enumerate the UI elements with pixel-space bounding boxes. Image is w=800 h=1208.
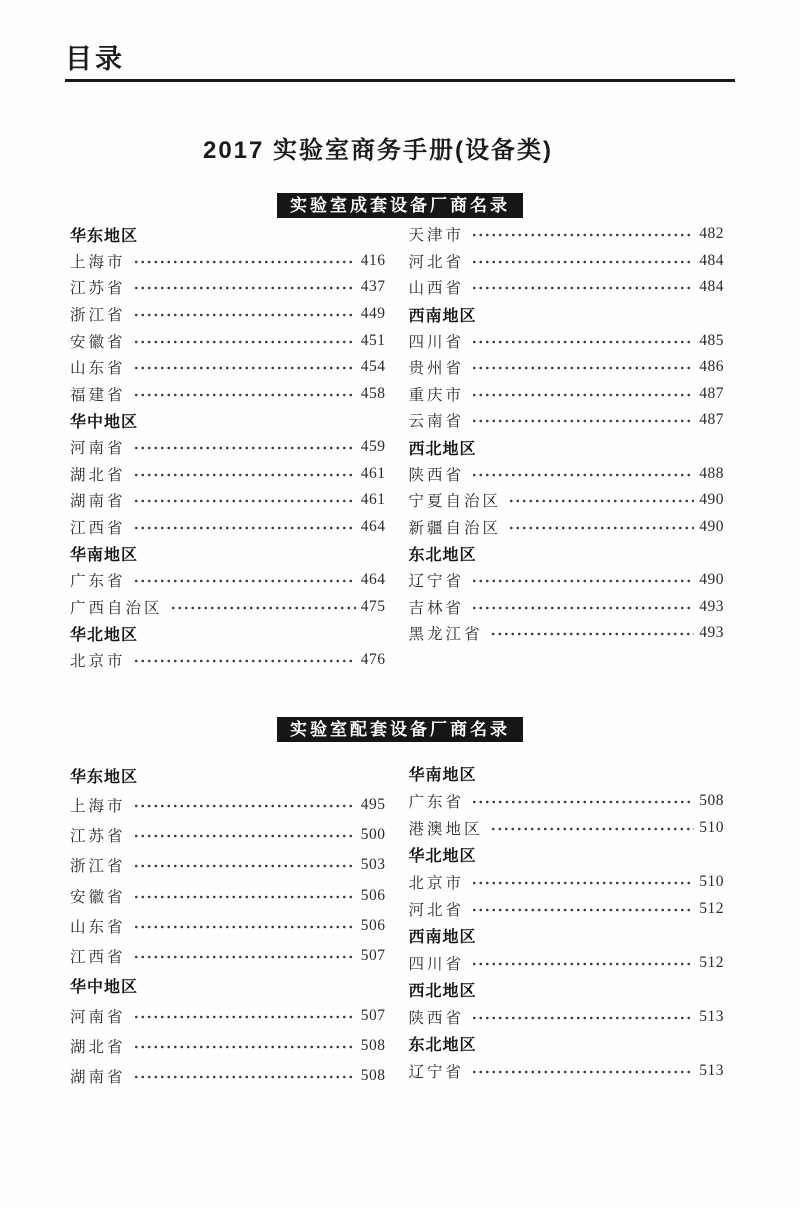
region-header	[70, 971, 386, 1001]
toc-entry	[70, 381, 386, 408]
region-header-label: 西北地区	[408, 440, 477, 458]
region-header-label: 西北地区	[408, 983, 477, 1001]
toc-section	[0, 193, 800, 673]
toc-entry-label: 广东省	[408, 793, 465, 811]
dot-leader	[471, 879, 694, 887]
dot-leader	[490, 825, 695, 833]
toc-entry	[409, 221, 725, 248]
toc-entry-label: 辽宁省	[408, 573, 465, 591]
dot-leader	[133, 338, 356, 346]
toc-entry-label: 天津市	[408, 227, 465, 245]
region-header-label: 华北地区	[408, 848, 477, 866]
toc-entry-label: 山西省	[408, 280, 465, 298]
toc-entry	[70, 327, 386, 354]
dot-leader	[133, 893, 356, 901]
toc-entry	[70, 487, 386, 514]
toc-entry-label: 江西省	[70, 948, 126, 966]
toc-entry-page: 487	[699, 411, 724, 429]
region-header	[409, 841, 725, 868]
toc-entry-page: 461	[360, 491, 386, 509]
region-header-label: 华中地区	[70, 979, 139, 997]
toc-entry-label: 江苏省	[70, 828, 126, 846]
toc-entry	[409, 460, 725, 487]
toc-entry-label: 四川省	[408, 955, 465, 973]
toc-entry-label: 广西自治区	[70, 599, 163, 617]
toc-entry	[70, 850, 386, 880]
region-header-label: 西南地区	[408, 307, 477, 325]
toc-entry	[70, 514, 386, 541]
toc-entry-label: 河北省	[408, 901, 465, 919]
dot-leader	[133, 657, 356, 665]
toc-entry-page: 475	[360, 597, 386, 615]
toc-entry	[409, 354, 725, 381]
toc-entry	[70, 1061, 386, 1091]
toc-entry-label: 重庆市	[408, 386, 465, 404]
toc-entry-label: 安徽省	[70, 888, 126, 906]
region-header	[70, 760, 386, 790]
dot-leader	[133, 524, 356, 532]
toc-entry-label: 云南省	[408, 413, 465, 431]
toc-entry-page: 451	[360, 331, 386, 349]
toc-entry-page: 506	[360, 886, 386, 904]
dot-leader	[133, 577, 356, 585]
dot-leader	[133, 258, 356, 266]
toc-entry-label: 浙江省	[70, 307, 126, 325]
dot-leader	[133, 953, 356, 961]
toc-entry-page: 508	[360, 1036, 386, 1054]
region-header	[409, 922, 725, 949]
toc-entry-page: 486	[699, 358, 724, 376]
toc-entry-label: 宁夏自治区	[408, 493, 502, 511]
toc-sections	[0, 193, 800, 1091]
dot-leader	[133, 391, 356, 399]
region-header-label: 华中地区	[70, 413, 139, 431]
toc-entry-page: 512	[699, 953, 724, 971]
region-header	[70, 221, 386, 248]
toc-entry-label: 湖南省	[70, 1069, 126, 1087]
region-header	[409, 1030, 725, 1057]
region-header-label: 东北地区	[408, 1037, 477, 1055]
toc-columns	[70, 760, 724, 1091]
dot-leader	[471, 960, 694, 968]
dot-leader	[471, 391, 694, 399]
dot-leader	[471, 798, 694, 806]
page-title: 2017 实验室商务手册(设备类)	[202, 137, 554, 164]
toc-entry-label: 四川省	[408, 333, 465, 351]
toc-column-right	[409, 221, 725, 673]
toc-entry-page: 459	[360, 438, 386, 456]
dot-leader	[471, 471, 694, 479]
region-header	[409, 760, 725, 787]
toc-heading: 目录	[65, 44, 125, 74]
toc-entry	[409, 248, 725, 275]
toc-entry-page: 449	[360, 305, 386, 323]
region-header-label: 华南地区	[408, 767, 477, 785]
dot-leader	[133, 802, 356, 810]
toc-column-left	[70, 760, 386, 1091]
toc-entry-label: 吉林省	[408, 599, 465, 617]
toc-entry	[70, 434, 386, 461]
toc-column-left	[70, 221, 386, 673]
toc-entry	[70, 790, 386, 820]
dot-leader	[471, 417, 694, 425]
toc-entry	[409, 868, 725, 895]
toc-entry	[409, 487, 725, 514]
dot-leader	[508, 497, 694, 505]
region-header-label: 东北地区	[408, 546, 477, 564]
dot-leader	[133, 364, 356, 372]
toc-entry-page: 464	[360, 517, 386, 535]
dot-leader	[471, 1014, 694, 1022]
region-header-label: 华东地区	[70, 227, 139, 245]
toc-entry-page: 487	[699, 384, 724, 402]
page-header	[65, 0, 735, 82]
toc-entry	[409, 620, 725, 647]
toc-entry	[70, 354, 386, 381]
toc-entry-label: 陕西省	[408, 1009, 465, 1027]
toc-entry	[70, 1031, 386, 1061]
toc-entry	[409, 274, 725, 301]
toc-entry-label: 北京市	[408, 874, 465, 892]
toc-entry-label: 江苏省	[70, 280, 126, 298]
toc-entry-label: 河北省	[408, 253, 465, 271]
dot-leader	[471, 284, 694, 292]
toc-entry-label: 黑龙江省	[408, 626, 483, 644]
toc-entry-page: 508	[360, 1067, 386, 1085]
dot-leader	[133, 1013, 356, 1021]
toc-entry-label: 广东省	[70, 573, 126, 591]
toc-entry-label: 山东省	[70, 918, 126, 936]
toc-columns	[70, 221, 724, 673]
toc-entry	[70, 301, 386, 328]
toc-entry	[70, 274, 386, 301]
toc-entry	[409, 1003, 725, 1030]
toc-entry-page: 490	[699, 517, 724, 535]
toc-entry-label: 江西省	[70, 519, 126, 537]
dot-leader	[471, 1068, 694, 1076]
header-rule	[65, 79, 735, 82]
toc-entry-label: 贵州省	[408, 360, 465, 378]
toc-entry-label: 北京市	[70, 652, 126, 670]
toc-entry-page: 508	[699, 791, 724, 809]
region-header	[409, 301, 725, 328]
toc-entry	[409, 895, 725, 922]
toc-entry-page: 495	[360, 796, 386, 814]
toc-entry-page: 437	[360, 278, 386, 296]
toc-entry-page: 416	[360, 251, 386, 269]
region-header	[70, 540, 386, 567]
dot-leader	[133, 311, 356, 319]
toc-entry	[70, 567, 386, 594]
toc-entry-page: 485	[699, 331, 724, 349]
toc-entry-label: 港澳地区	[408, 820, 483, 838]
toc-entry-label: 陕西省	[408, 466, 465, 484]
toc-entry	[409, 787, 725, 814]
toc-entry-page: 512	[699, 899, 724, 917]
toc-entry-page: 503	[360, 856, 386, 874]
dot-leader	[133, 923, 356, 931]
toc-entry-page: 490	[699, 491, 724, 509]
toc-entry-label: 安徽省	[70, 333, 126, 351]
toc-entry	[409, 814, 725, 841]
dot-leader	[133, 497, 356, 505]
dot-leader	[471, 364, 694, 372]
toc-section	[0, 717, 800, 1091]
dot-leader	[471, 604, 694, 612]
dot-leader	[471, 338, 694, 346]
toc-entry-label: 浙江省	[70, 858, 126, 876]
toc-entry	[70, 460, 386, 487]
toc-entry-label: 上海市	[70, 798, 126, 816]
toc-entry	[70, 593, 386, 620]
toc-entry-page: 510	[699, 872, 724, 890]
toc-entry-page: 461	[360, 464, 386, 482]
region-header	[70, 620, 386, 647]
toc-entry	[409, 1057, 725, 1084]
toc-entry-label: 山东省	[70, 360, 126, 378]
toc-entry-page: 493	[699, 624, 724, 642]
toc-entry-page: 454	[360, 358, 386, 376]
toc-entry-label: 上海市	[70, 253, 126, 271]
toc-column-right	[409, 760, 725, 1091]
dot-leader	[471, 231, 694, 239]
toc-entry-label: 河南省	[70, 440, 126, 458]
region-header-label: 华南地区	[70, 546, 139, 564]
region-header	[409, 976, 725, 1003]
toc-entry-page: 506	[360, 916, 386, 934]
dot-leader	[133, 862, 356, 870]
toc-entry	[70, 941, 386, 971]
toc-entry	[409, 407, 725, 434]
dot-leader	[471, 577, 694, 585]
toc-entry-page: 484	[699, 278, 724, 296]
toc-entry-label: 湖北省	[70, 1038, 126, 1056]
toc-entry	[409, 949, 725, 976]
toc-entry-page: 500	[360, 826, 386, 844]
dot-leader	[133, 444, 356, 452]
dot-leader	[471, 258, 694, 266]
toc-entry-label: 辽宁省	[408, 1063, 465, 1081]
toc-entry-page: 507	[360, 946, 386, 964]
section-banner: 实验室成套设备厂商名录	[277, 193, 523, 218]
dot-leader	[490, 630, 695, 638]
dot-leader	[133, 832, 356, 840]
toc-entry	[70, 647, 386, 674]
toc-entry-page: 476	[360, 650, 386, 668]
toc-entry-page: 458	[360, 384, 386, 402]
toc-entry	[409, 514, 725, 541]
region-header	[409, 540, 725, 567]
toc-entry-label: 河南省	[70, 1008, 126, 1026]
toc-entry-page: 484	[699, 251, 724, 269]
toc-entry	[70, 820, 386, 850]
toc-entry-page: 513	[699, 1007, 724, 1025]
dot-leader	[133, 1073, 356, 1081]
toc-entry-page: 490	[699, 571, 724, 589]
region-header-label: 华东地区	[70, 768, 139, 786]
toc-entry	[70, 911, 386, 941]
toc-entry-page: 507	[360, 1006, 386, 1024]
toc-entry-page: 464	[360, 571, 386, 589]
toc-entry-page: 482	[699, 225, 724, 243]
dot-leader	[508, 524, 694, 532]
region-header	[70, 407, 386, 434]
toc-entry-label: 湖南省	[70, 493, 126, 511]
toc-entry	[70, 880, 386, 910]
dot-leader	[471, 906, 694, 914]
dot-leader	[133, 471, 356, 479]
region-header-label: 西南地区	[408, 929, 477, 947]
toc-entry-label: 新疆自治区	[408, 519, 502, 537]
toc-entry-page: 513	[699, 1061, 724, 1079]
toc-entry-page: 510	[699, 818, 724, 836]
section-banner: 实验室配套设备厂商名录	[277, 717, 523, 742]
region-header-label: 华北地区	[70, 626, 139, 644]
dot-leader	[133, 1043, 356, 1051]
toc-entry-page: 488	[699, 464, 724, 482]
toc-entry	[409, 593, 725, 620]
toc-entry	[70, 248, 386, 275]
region-header	[409, 434, 725, 461]
toc-entry-label: 湖北省	[70, 466, 126, 484]
toc-entry	[409, 567, 725, 594]
toc-entry-page: 493	[699, 597, 724, 615]
toc-entry-label: 福建省	[70, 386, 126, 404]
dot-leader	[133, 284, 356, 292]
toc-entry	[409, 327, 725, 354]
toc-entry	[409, 381, 725, 408]
dot-leader	[170, 604, 356, 612]
toc-entry	[70, 1001, 386, 1031]
